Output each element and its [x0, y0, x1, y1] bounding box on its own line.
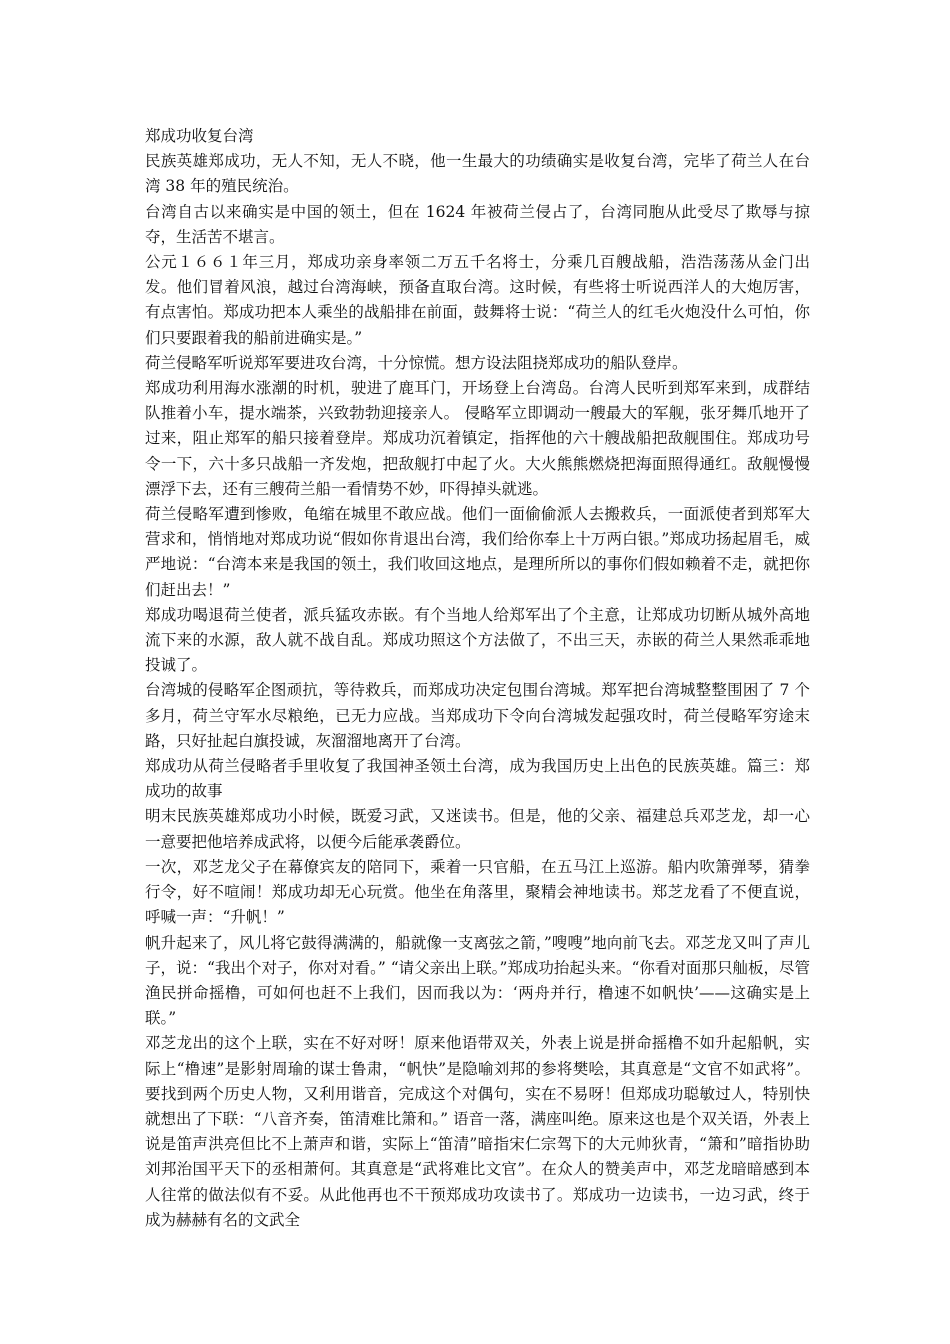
document-title: 郑成功收复台湾 — [145, 127, 254, 145]
paragraph-3: 公元１６６１年三月，郑成功亲身率领二万五千名将士，分乘几百艘战船，浩浩荡荡从金门出发。他们冒着风浪，越过台湾海峡，预备直取台湾。这时候，有些将士听说西洋人的大炮厉害，有点害怕。郑成功把本人乘坐的战船排在前面，鼓舞将士说：“荷兰人的红毛火炮没什么可怕，你们只要跟着我的船前进确实是。” — [145, 253, 810, 347]
paragraph-4: 荷兰侵略军听说郑军要进攻台湾，十分惊慌。想方设法阻挠郑成功的船队登岸。 — [145, 353, 688, 372]
paragraph-11: 一次，邓芝龙父子在幕僚宾友的陪同下，乘着一只官船，在五马江上巡游。船内吹箫弹琴，猜拳行令，好不喧闹！郑成功却无心玩赏。他坐在角落里，聚精会神地读书。郑芝龙看了不便直说，呼喊一声：“升帆！” — [145, 857, 810, 927]
paragraph-2: 台湾自古以来确实是中国的领土，但在 1624 年被荷兰侵占了，台湾同胞从此受尽了欺辱与掠夺，生活苦不堪言。 — [145, 202, 810, 246]
paragraph-12: 帆升起来了，风儿将它鼓得满满的，船就像一支离弦之箭，”嗖嗖”地向前飞去。邓芝龙又叫了声儿子，说：“我出个对子，你对对看。” “请父亲出上联。”郑成功抬起头来。“你看对面那只舢板，尽管渔民拼命摇橹，可如何也赶不上我们，因而我以为：‘两舟并行，橹速不如帆快’——这确实是上联。” — [145, 933, 810, 1028]
paragraph-1: 民族英雄郑成功，无人不知，无人不晓，他一生最大的功绩确实是收复台湾，完毕了荷兰人在台湾 38 年的殖民统治。 — [145, 152, 810, 196]
paragraph-7: 郑成功喝退荷兰使者，派兵猛攻赤嵌。有个当地人给郑军出了个主意，让郑成功切断从城外高地流下来的水源，敌人就不战自乱。郑成功照这个方法做了，不出三天，赤嵌的荷兰人果然乖乖地投诚了。 — [145, 605, 810, 675]
paragraph-5: 郑成功利用海水涨潮的时机，驶进了鹿耳门，开场登上台湾岛。台湾人民听到郑军来到，成群结队推着小车，提水端茶，兴致勃勃迎接亲人。 侵略军立即调动一艘最大的军舰，张牙舞爪地开了过来，阻止郑军的船只接着登岸。郑成功沉着镇定，指挥他的六十艘战船把敌舰围住。郑成功号令一下，六十多只战船一齐发炮，把敌舰打中起了火。大火熊熊燃烧把海面照得通红。敌舰慢慢漂浮下去，还有三艘荷兰船一看情势不妙，吓得掉头就逃。 — [145, 379, 810, 498]
paragraph-13: 邓芝龙出的这个上联，实在不好对呀！原来他语带双关，外表上说是拼命摇橹不如升起船帆，实际上“橹速”是影射周瑜的谋士鲁肃，“帆快”是隐喻刘邦的参将樊哙，其真意是“文官不如武将”。要找到两个历史人物，又利用谐音，完成这个对偶句，实在不易呀！但郑成功聪敏过人，特别快就想出了下联：“八音齐奏，笛清难比箫和。” 语音一落，满座叫绝。原来这也是个双关语，外表上说是笛声洪亮但比不上萧声和谐，实际上“笛清”暗指宋仁宗驾下的大元帅狄青，“箫和”暗指协助刘邦治国平天下的丞相萧何。其真意是“武将难比文官”。在众人的赞美声中，邓芝龙暗暗感到本人往常的做法似有不妥。从此他再也不干预郑成功攻读书了。郑成功一边读书，一边习武，终于成为赫赫有名的文武全 — [145, 1034, 810, 1229]
document-page — [145, 124, 810, 1233]
paragraph-10: 明末民族英雄郑成功小时候，既爱习武，又迷读书。但是，他的父亲、福建总兵邓芝龙，却一心一意要把他培养成武将，以便今后能承袭爵位。 — [145, 807, 810, 851]
paragraph-6: 荷兰侵略军遭到惨败，龟缩在城里不敢应战。他们一面偷偷派人去搬救兵，一面派使者到郑军大营求和，悄悄地对郑成功说“假如你肯退出台湾，我们给你奉上十万两白银。”郑成功扬起眉毛，威严地说：“台湾本来是我国的领土，我们收回这地点，是理所所以的事你们假如赖着不走，就把你们赶出去！” — [145, 505, 810, 599]
paragraph-8: 台湾城的侵略军企图顽抗，等待救兵，而郑成功决定包围台湾城。郑军把台湾城整整围困了 7 个多月，荷兰守军水尽粮绝，已无力应战。当郑成功下令向台湾城发起强攻时，荷兰侵略军穷途末路，只好扯起白旗投诚，灰溜溜地离开了台湾。 — [145, 681, 810, 750]
paragraph-9: 郑成功从荷兰侵略者手里收复了我国神圣领土台湾，成为我国历史上出色的民族英雄。篇三：郑成功的故事 — [145, 757, 810, 801]
